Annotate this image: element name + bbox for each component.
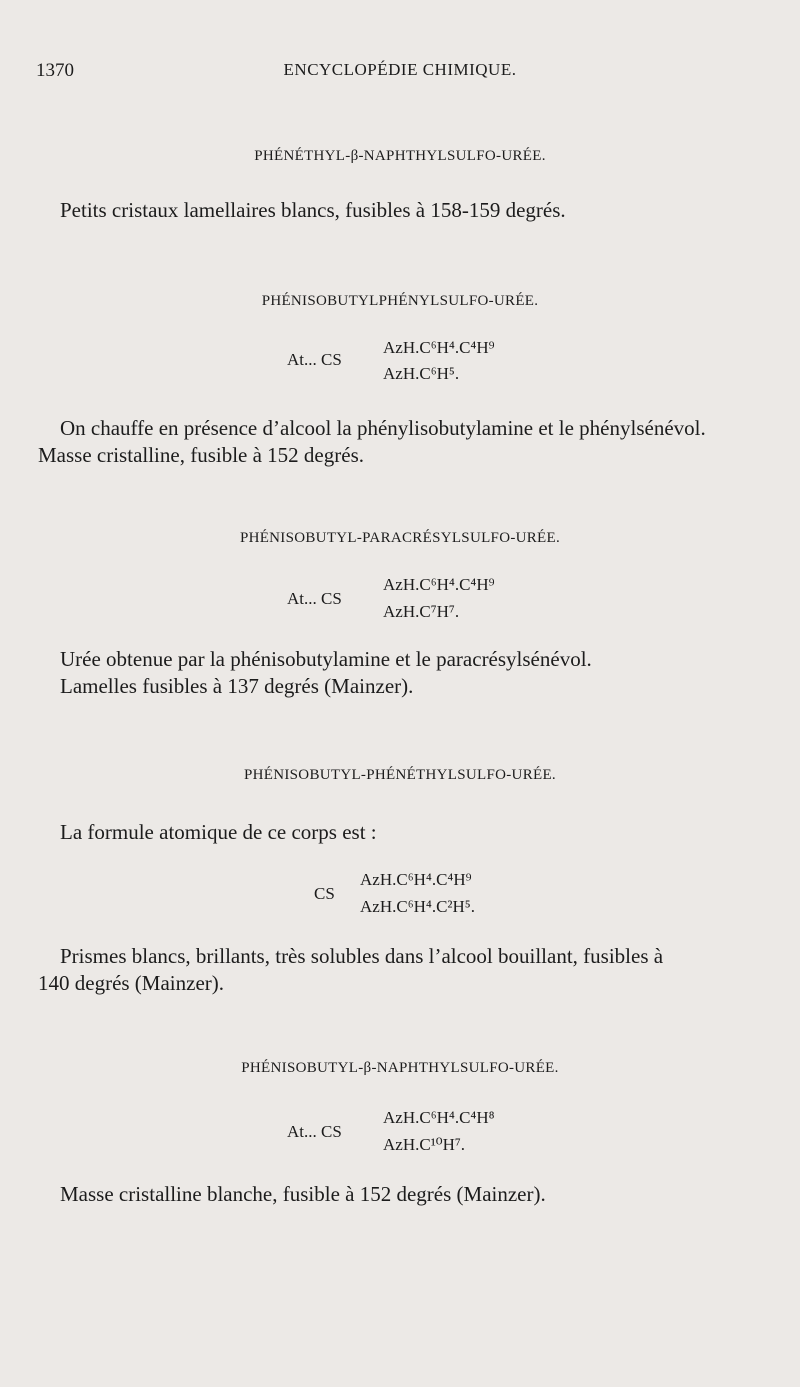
formula-bottom: AzH.C¹⁰H⁷. (383, 1135, 466, 1154)
paragraph-line: La formule atomique de ce corps est : (60, 820, 377, 844)
paragraph-line: Urée obtenue par la phénisobutylamine et le paracrésylsénévol. (60, 647, 592, 671)
formula-top: AzH.C⁶H⁴.C⁴H⁹ (360, 870, 472, 889)
paragraph-line: On chauffe en présence d’alcool la phénylisobutylamine et le phénylsénévol. (60, 416, 706, 440)
formula-top: AzH.C⁶H⁴.C⁴H⁹ (383, 338, 495, 357)
formula-top: AzH.C⁶H⁴.C⁴H⁸ (383, 1108, 495, 1127)
paragraph-line: Masse cristalline blanche, fusible à 152 degrés (Mainzer). (60, 1182, 546, 1206)
section-title: PHÉNISOBUTYL-PHÉNÉTHYLSULFO-URÉE. (244, 767, 556, 783)
paragraph-line: Lamelles fusibles à 137 degrés (Mainzer). (60, 674, 414, 698)
section-title: PHÉNISOBUTYLPHÉNYLSULFO-URÉE. (261, 293, 539, 309)
section-title: PHÉNISOBUTYL-PARACRÉSYLSULFO-URÉE. (239, 530, 561, 546)
formula-prefix: At... CS (287, 589, 342, 608)
formula-prefix: At... CS (287, 350, 342, 369)
formula-prefix: CS (314, 884, 335, 903)
running-header: ENCYCLOPÉDIE CHIMIQUE. (283, 60, 517, 79)
section-title: PHÉNISOBUTYL-β-NAPHTHYLSULFO-URÉE. (241, 1060, 559, 1076)
paragraph-line: Masse cristalline, fusible à 152 degrés. (38, 443, 364, 467)
section-title: PHÉNÉTHYL-β-NAPHTHYLSULFO-URÉE. (254, 148, 546, 164)
formula-top: AzH.C⁶H⁴.C⁴H⁹ (383, 575, 495, 594)
page-number: 1370 (36, 60, 74, 81)
paragraph-line: Prismes blancs, brillants, très solubles dans l’alcool bouillant, fusibles à (60, 944, 664, 968)
formula-bottom: AzH.C⁶H⁵. (383, 364, 460, 383)
paragraph-line: Petits cristaux lamellaires blancs, fusibles à 158-159 degrés. (60, 198, 566, 222)
formula-bottom: AzH.C⁷H⁷. (383, 602, 460, 621)
formula-prefix: At... CS (287, 1122, 342, 1141)
formula-bottom: AzH.C⁶H⁴.C²H⁵. (360, 897, 475, 916)
paragraph-line: 140 degrés (Mainzer). (38, 971, 225, 995)
